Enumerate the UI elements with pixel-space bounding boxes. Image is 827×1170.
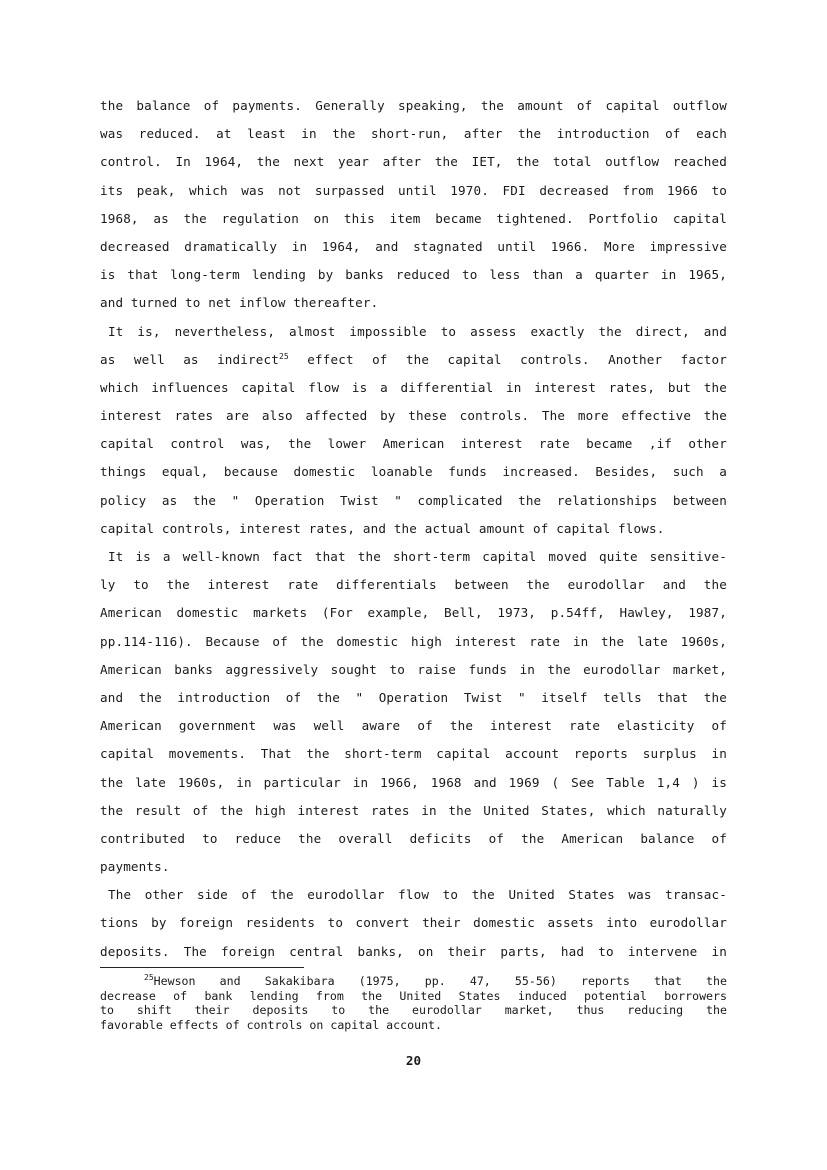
text-line-with-footnote [100,346,727,374]
text-line: control. In 1964, the next year after the IET, the total outflow reached [100,154,727,170]
text-line: was reduced. at least in the short-run, after the introduction of each [100,126,727,142]
text-line: the result of the high interest rates in the United States, which naturally [100,802,727,818]
text-line: The other side of the eurodollar flow to the United States was transac- [108,887,727,903]
text-line: ly to the interest rate differentials between the eurodollar and the [100,577,727,593]
text-line: is that long-term lending by banks reduced to less than a quarter in 1965, [100,267,727,283]
footnote-divider [100,967,304,968]
footnote-mark: 25 [144,973,154,982]
text-line: capital controls, interest rates, and the actual amount of capital flows. [100,520,665,536]
text-line: payments. [100,859,170,875]
footnote-line: decrease of bank lending from the United States induced potential borrowers [100,988,727,1003]
footnote-reference: 25 [278,351,289,361]
text-line: and turned to net inflow thereafter. [100,295,379,311]
text-segment: effect of the capital controls. Another factor [288,351,727,367]
text-line: and the introduction of the " Operation Twist " itself tells that the [100,689,727,705]
text-line: the late 1960s, in particular in 1966, 1968 and 1969 ( See Table 1,4 ) is [100,774,727,790]
text-line: decreased dramatically in 1964, and stagnated until 1966. More impressive [100,238,727,254]
text-line: tions by foreign residents to convert their domestic assets into eurodollar [100,915,727,931]
text-line: American government was well aware of the interest rate elasticity of [100,718,727,734]
text-line: the balance of payments. Generally speaking, the amount of capital outflow [100,98,727,113]
text-line: American banks aggressively sought to raise funds in the eurodollar market, [100,661,727,677]
text-line: It is, nevertheless, almost impossible to assess exactly the direct, and [108,323,727,339]
footnote-line: favorable effects of controls on capital account. [100,1017,443,1032]
text-line: which influences capital flow is a differential in interest rates, but the [100,379,727,395]
text-line: interest rates are also affected by these controls. The more effective the [100,408,727,424]
text-line: It is a well-known fact that the short-term capital moved quite sensitive- [108,549,727,564]
text-line: contributed to reduce the overall deficits of the American balance of [100,830,727,846]
footnote [100,974,727,1032]
text-line: deposits. The foreign central banks, on their parts, had to intervene in [100,943,727,959]
text-line: its peak, which was not surpassed until 1970. FDI decreased from 1966 to [100,182,727,198]
text-line: pp.114-116). Because of the domestic high interest rate in the late 1960s, [100,633,727,649]
footnote-line [100,974,727,989]
footnote-line: to shift their deposits to the eurodollar market, thus reducing the [100,1003,727,1017]
text-line: policy as the " Operation Twist " complicated the relationships between [100,492,727,508]
text-line: things equal, because domestic loanable funds increased. Besides, such a [100,464,727,480]
page-number: 20 [405,1053,422,1068]
text-segment: Hewson and Sakakibara (1975, pp. 47, 55-56) reports that the [153,974,727,988]
text-line: American domestic markets (For example, Bell, 1973, p.54ff, Hawley, 1987, [100,605,727,621]
body-text [100,92,727,966]
text-line: 1968, as the regulation on this item became tightened. Portfolio capital [100,210,727,226]
text-line: capital control was, the lower American interest rate became ,if other [100,436,727,452]
text-segment: as well as indirect [100,351,279,367]
text-line: capital movements. That the short-term capital account reports surplus in [100,746,727,762]
